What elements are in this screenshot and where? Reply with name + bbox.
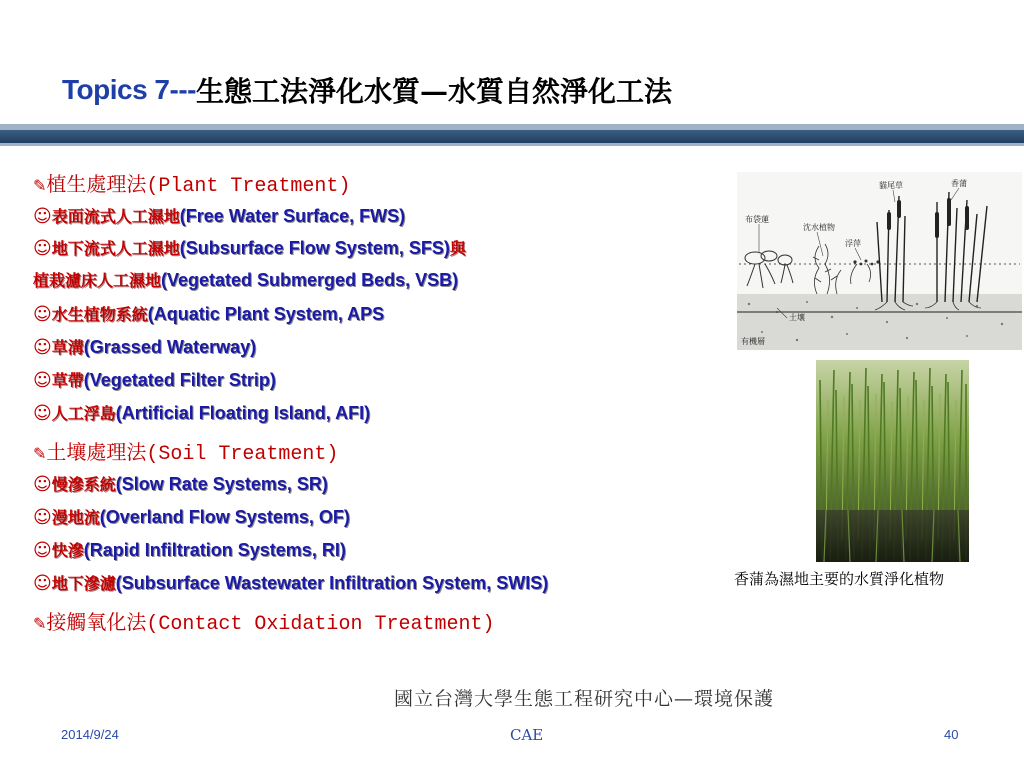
list-item bbox=[33, 472, 328, 495]
section-label-en: (Contact Oxidation Treatment) bbox=[146, 613, 495, 636]
smiley-icon: ☺ bbox=[33, 507, 52, 528]
title-divider-bottom bbox=[0, 143, 1024, 146]
label-submerged-plant: 沈水植物 bbox=[803, 223, 835, 232]
item-label-en: (Rapid Infiltration Systems, RI) bbox=[83, 540, 346, 560]
section-label-en: (Soil Treatment) bbox=[146, 443, 339, 466]
smiley-icon: ☺ bbox=[33, 206, 52, 227]
item-label-zh: 草溝 bbox=[51, 338, 84, 357]
wetland-diagram bbox=[737, 172, 1022, 350]
label-duckweed: 浮萍 bbox=[845, 239, 861, 248]
item-label-zh: 植栽濾床人工濕地 bbox=[33, 271, 162, 290]
list-item bbox=[33, 571, 548, 594]
label-soil: 土壤 bbox=[789, 313, 805, 322]
item-label-zh: 表面流式人工濕地 bbox=[51, 207, 180, 226]
label-water-hyacinth: 布袋蓮 bbox=[745, 215, 769, 224]
section-plant-treatment bbox=[33, 168, 350, 198]
smiley-icon: ☺ bbox=[33, 370, 52, 391]
list-item bbox=[33, 335, 256, 358]
item-label-zh: 漫地流 bbox=[51, 508, 100, 527]
smiley-icon: ☺ bbox=[33, 337, 52, 358]
title-chinese: 生態工法淨化水質—水質自然淨化工法 bbox=[195, 75, 672, 108]
item-label-en: (Slow Rate Systems, SR) bbox=[115, 474, 328, 494]
list-item bbox=[33, 236, 466, 259]
list-item bbox=[33, 538, 346, 561]
section-label-en: (Plant Treatment) bbox=[146, 175, 351, 198]
list-item bbox=[33, 368, 276, 391]
slide-title bbox=[62, 68, 672, 112]
item-label-en: (Grassed Waterway) bbox=[83, 337, 257, 357]
label-typha: 香蒲 bbox=[951, 179, 967, 188]
item-label-zh: 地下流式人工濕地 bbox=[51, 239, 180, 258]
item-label-en: (Vegetated Submerged Beds, VSB) bbox=[161, 270, 459, 290]
list-item bbox=[33, 505, 350, 528]
item-label-en: (Aquatic Plant System, APS bbox=[147, 304, 385, 324]
item-label-zh: 快滲 bbox=[51, 541, 84, 560]
list-item bbox=[33, 401, 370, 424]
photo-caption: 香蒲為濕地主要的水質淨化植物 bbox=[734, 570, 945, 588]
title-english: Topics 7--- bbox=[62, 74, 196, 105]
list-item bbox=[33, 268, 458, 291]
typha-photo bbox=[816, 360, 969, 562]
item-label-zh: 慢滲系統 bbox=[51, 475, 116, 494]
pencil-icon: ✎ bbox=[33, 176, 47, 195]
section-label-zh: 接觸氧化法 bbox=[46, 610, 147, 634]
section-label-zh: 植生處理法 bbox=[46, 172, 147, 196]
list-item bbox=[33, 204, 405, 227]
pencil-icon: ✎ bbox=[33, 614, 47, 633]
item-label-en: (Subsurface Flow System, SFS) bbox=[179, 238, 450, 258]
institution-name: 國立台灣大學生態工程研究中心—環境保護 bbox=[394, 688, 775, 710]
item-label-zh: 地下滲濾 bbox=[51, 574, 116, 593]
title-divider-bar bbox=[0, 130, 1024, 143]
section-soil-treatment bbox=[33, 436, 338, 466]
item-label-en: (Free Water Surface, FWS) bbox=[179, 206, 406, 226]
item-label-zh: 草帶 bbox=[51, 371, 84, 390]
section-label-zh: 土壤處理法 bbox=[46, 440, 147, 464]
smiley-icon: ☺ bbox=[33, 304, 52, 325]
footer-date: 2014/9/24 bbox=[61, 727, 119, 742]
footer-center-label: CAE bbox=[510, 726, 544, 744]
item-label-en: (Artificial Floating Island, AFI) bbox=[115, 403, 371, 423]
item-label-en: (Overland Flow Systems, OF) bbox=[99, 507, 350, 527]
smiley-icon: ☺ bbox=[33, 474, 52, 495]
page-number: 40 bbox=[944, 727, 959, 742]
item-label-en: (Vegetated Filter Strip) bbox=[83, 370, 276, 390]
list-item bbox=[33, 302, 384, 325]
item-label-zh: 人工浮島 bbox=[51, 404, 116, 423]
pencil-icon: ✎ bbox=[33, 444, 47, 463]
item-label-en: (Subsurface Wastewater Infiltration System, SWIS) bbox=[115, 573, 549, 593]
smiley-icon: ☺ bbox=[33, 573, 52, 594]
item-label-zh: 水生植物系統 bbox=[51, 305, 148, 324]
item-label-zh-suffix: 與 bbox=[449, 239, 466, 258]
label-cattail: 貓尾草 bbox=[879, 181, 903, 190]
section-contact-oxidation bbox=[33, 606, 494, 636]
smiley-icon: ☺ bbox=[33, 540, 52, 561]
smiley-icon: ☺ bbox=[33, 238, 52, 259]
smiley-icon: ☺ bbox=[33, 403, 52, 424]
label-organic-layer: 有機層 bbox=[741, 337, 765, 346]
